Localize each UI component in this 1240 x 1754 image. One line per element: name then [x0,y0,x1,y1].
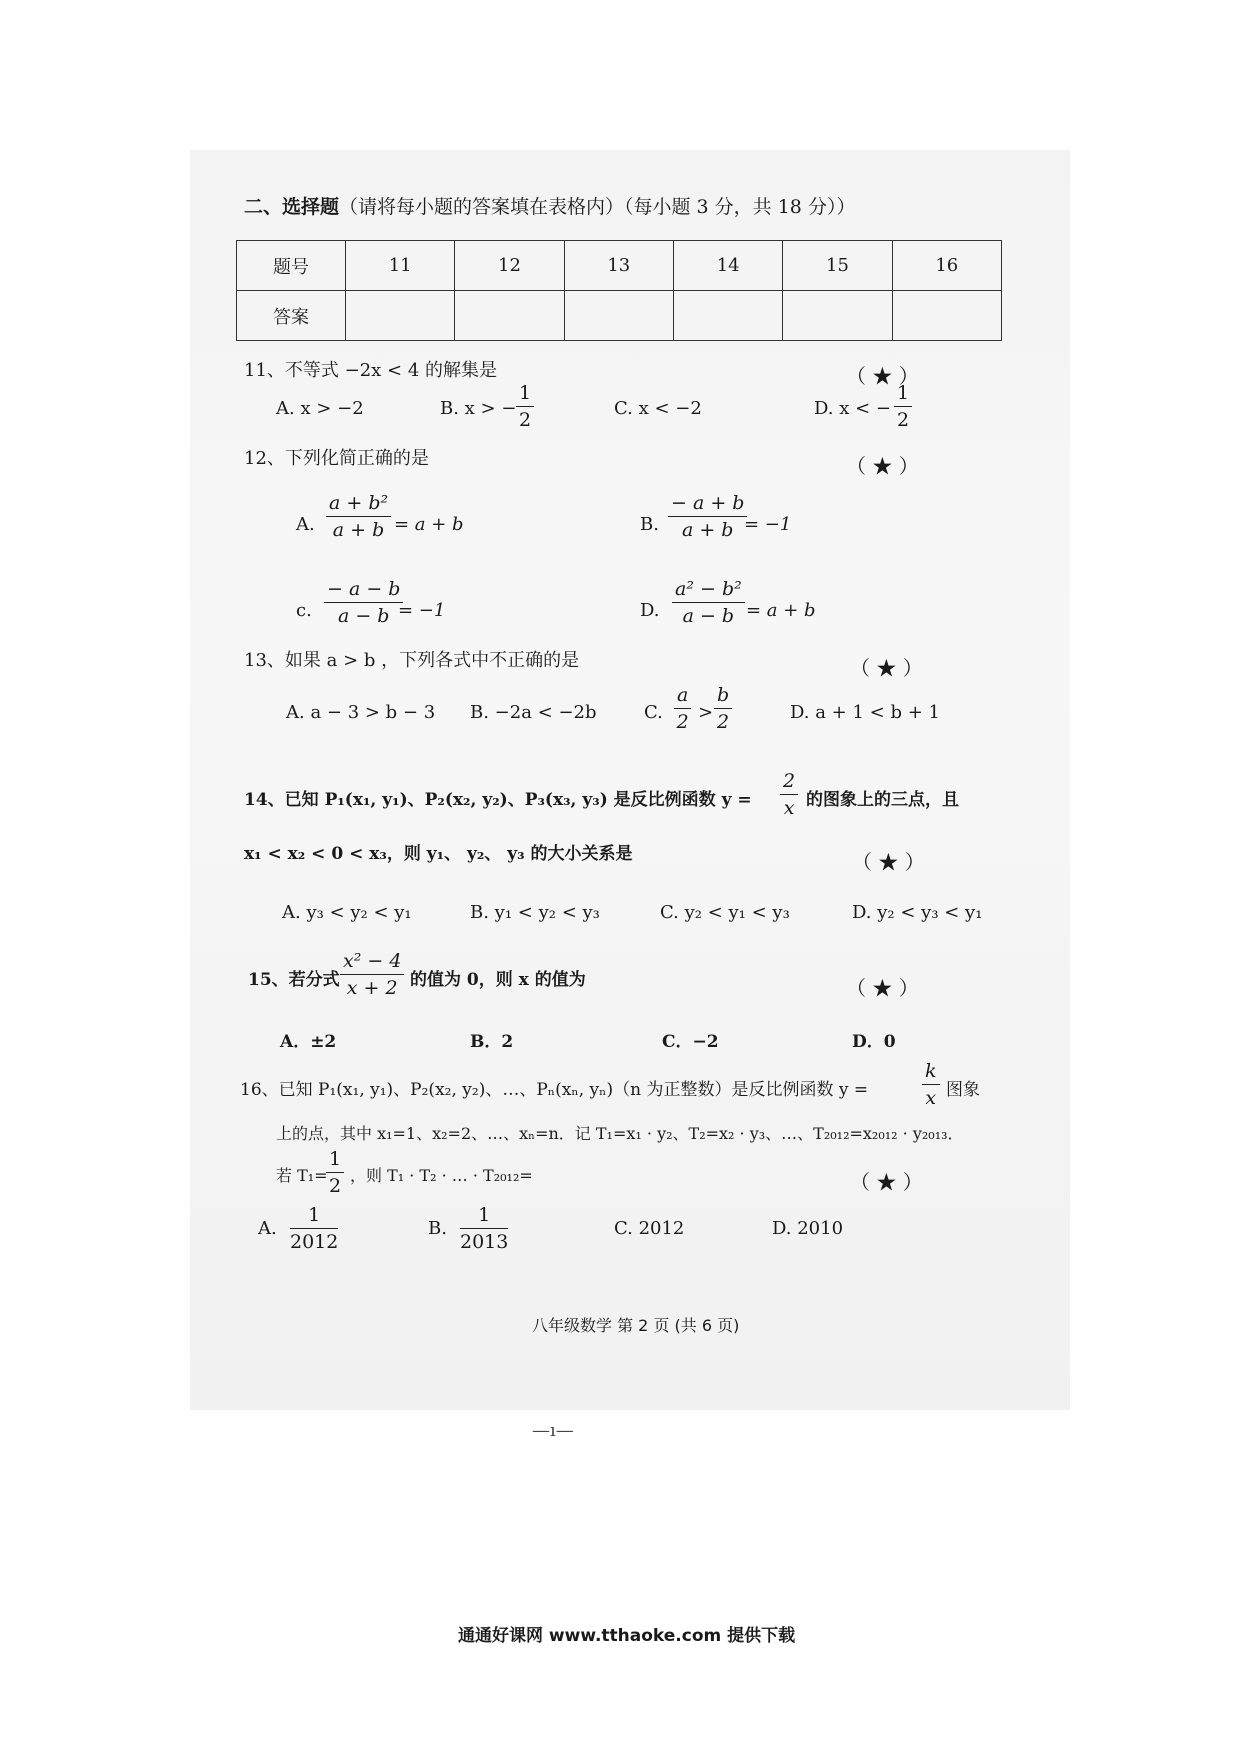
page-footer: 八年级数学 第 2 页 (共 6 页) [532,1316,740,1335]
q12-stem: 12、下列化简正确的是 [244,448,429,469]
q11-d-numerator: 1 [897,382,910,404]
q16-t1-denominator: 2 [329,1175,342,1197]
q12-option-c-rhs: = −1 [398,600,446,621]
answer-table [236,240,1002,341]
number-cell-15: 15 [783,241,892,291]
q15-denominator: x + 2 [346,977,398,999]
q13-c-left-denominator: 2 [676,711,689,733]
section-note: （请将每小题的答案填在表格内）（每小题 3 分，共 18 分）） [339,196,856,218]
q11-option-c[interactable]: C. x < −2 [614,398,702,419]
q11-answer-mark: （ ★ ） [846,364,919,388]
q12-option-b-fraction [668,494,747,540]
q16-option-a-fraction [290,1206,338,1252]
number-cell-11: 11 [346,241,455,291]
q12-a-numerator: a + b² [329,492,389,514]
q15-fraction [340,952,404,998]
q14-answer-mark: （ ★ ） [852,850,925,874]
q15-option-b[interactable]: B．2 [470,1032,514,1052]
q12-option-a-fraction [326,494,391,540]
watermark: 通通好课网 www.tthaoke.com 提供下载 [458,1626,796,1646]
q14-option-c[interactable]: C. y₂ < y₁ < y₃ [660,902,790,923]
section-heading [244,198,855,217]
q15-answer-mark: （ ★ ） [846,976,919,1000]
q12-option-b-rhs: = −1 [744,514,792,535]
q12-option-c-fraction [324,580,403,626]
q14-stem-line2: x₁ < x₂ < 0 < x₃，则 y₁、 y₂、 y₃ 的大小关系是 [244,844,633,864]
q15-option-d[interactable]: D．0 [852,1032,896,1052]
q16-line3-prefix: 若 T₁= [276,1166,328,1185]
q11-option-b[interactable]: B. x > − [440,398,517,419]
q13-stem: 13、如果 a > b ，下列各式中不正确的是 [244,650,580,671]
q11-stem: 11、不等式 −2x < 4 的解集是 [244,360,498,381]
q14-option-a[interactable]: A. y₃ < y₂ < y₁ [282,902,412,923]
q12-option-c-label[interactable]: c. [296,600,312,621]
q15-option-c[interactable]: C．−2 [662,1032,719,1052]
q13-option-c-right-fraction [714,686,732,732]
answer-cell-13[interactable] [564,291,673,341]
q16-line2: 上的点，其中 x₁=1、x₂=2、…、xₙ=n．记 T₁=x₁ · y₂、T₂=x₂ · y₃、…、T₂₀₁₂=x₂₀₁₂ · y₂₀₁₃． [276,1124,964,1143]
q12-b-numerator: − a + b [671,492,745,514]
number-cell-13: 13 [564,241,673,291]
q15-numerator: x² − 4 [343,950,402,972]
header-label-cell: 题号 [237,241,346,291]
q13-option-c-left-fraction [674,686,691,732]
q15-stem-suffix: 的值为 0，则 x 的值为 [410,970,586,990]
number-cell-12: 12 [455,241,564,291]
q11-option-a[interactable]: A. x > −2 [276,398,364,419]
q12-option-d-fraction [672,580,745,626]
answer-label-cell: 答案 [237,291,346,341]
q12-b-denominator: a + b [681,519,734,541]
answer-cell-14[interactable] [673,291,782,341]
q16-function-fraction [922,1062,940,1108]
q13-option-d[interactable]: D. a + 1 < b + 1 [790,702,940,723]
answer-cell-15[interactable] [783,291,892,341]
table-row-answers [237,291,1002,341]
q12-d-numerator: a² − b² [675,578,742,600]
q16-line1: 16、已知 P₁(x₁, y₁)、P₂(x₂, y₂)、…、Pₙ(xₙ, yₙ)（n 为正整数）是反比例函数 y = [240,1080,869,1100]
q13-option-c-operator: > [698,702,714,723]
q16-option-d[interactable]: D. 2010 [772,1218,844,1239]
q16-line1-suffix: 图象 [946,1080,980,1100]
q12-c-denominator: a − b [337,605,390,627]
q13-c-right-denominator: 2 [717,711,730,733]
table-row-numbers [237,241,1002,291]
q11-option-d-fraction [894,384,912,430]
q13-answer-mark: （ ★ ） [850,656,923,680]
q16-line3-suffix: ，则 T₁ · T₂ · … · T₂₀₁₂= [350,1166,533,1185]
q16-answer-mark: （ ★ ） [850,1170,923,1194]
q12-option-d-rhs: = a + b [746,600,816,621]
q14-option-b[interactable]: B. y₁ < y₂ < y₃ [470,902,600,923]
q15-stem-prefix: 15、若分式 [248,970,340,990]
q14-denominator: x [783,797,795,819]
q12-option-b-label[interactable]: B. [640,514,659,535]
q13-c-left-numerator: a [677,684,689,706]
q14-stem-part1: 14、已知 P₁(x₁, y₁)、P₂(x₂, y₂)、P₃(x₃, y₃) 是反比例函数 y = [244,790,752,810]
q16-t1-numerator: 1 [329,1148,342,1170]
answer-cell-11[interactable] [346,291,455,341]
q12-a-denominator: a + b [332,519,385,541]
q15-option-a[interactable]: A．±2 [280,1032,337,1052]
footer-mark: —ı— [532,1420,574,1441]
q11-option-d[interactable]: D. x < − [814,398,891,419]
q12-d-denominator: a − b [682,605,735,627]
q12-option-a-label[interactable]: A. [296,514,315,535]
q13-option-b[interactable]: B. −2a < −2b [470,702,597,723]
number-cell-14: 14 [673,241,782,291]
q16-option-a-label[interactable]: A. [258,1218,277,1239]
q16-b-denominator: 2013 [460,1231,509,1253]
q16-denominator: x [925,1087,937,1109]
q13-c-right-numerator: b [717,684,730,706]
q12-option-a-rhs: = a + b [394,514,464,535]
q13-option-a[interactable]: A. a − 3 > b − 3 [286,702,436,723]
q16-a-denominator: 2012 [290,1231,339,1253]
q16-numerator: k [925,1060,937,1082]
q11-d-denominator: 2 [897,409,910,431]
q14-numerator: 2 [783,770,796,792]
q16-b-numerator: 1 [478,1204,491,1226]
q11-b-numerator: 1 [519,382,532,404]
answer-cell-12[interactable] [455,291,564,341]
number-cell-16: 16 [892,241,1001,291]
q11-option-b-fraction [516,384,534,430]
q11-b-denominator: 2 [519,409,532,431]
q12-c-numerator: − a − b [327,578,401,600]
q14-function-fraction [780,772,798,818]
q13-option-c-label[interactable]: C. [644,702,663,723]
q12-answer-mark: （ ★ ） [846,454,919,478]
q16-t1-fraction [326,1150,344,1196]
q12-option-d-label[interactable]: D. [640,600,660,621]
q16-a-numerator: 1 [308,1204,321,1226]
section-title: 二、选择题 [244,196,340,218]
q16-option-b-fraction [460,1206,508,1252]
q14-option-d[interactable]: D. y₂ < y₃ < y₁ [852,902,983,923]
q14-stem-part2: 的图象上的三点，且 [806,790,959,810]
q16-option-c[interactable]: C. 2012 [614,1218,685,1239]
q16-option-b-label[interactable]: B. [428,1218,447,1239]
answer-cell-16[interactable] [892,291,1001,341]
